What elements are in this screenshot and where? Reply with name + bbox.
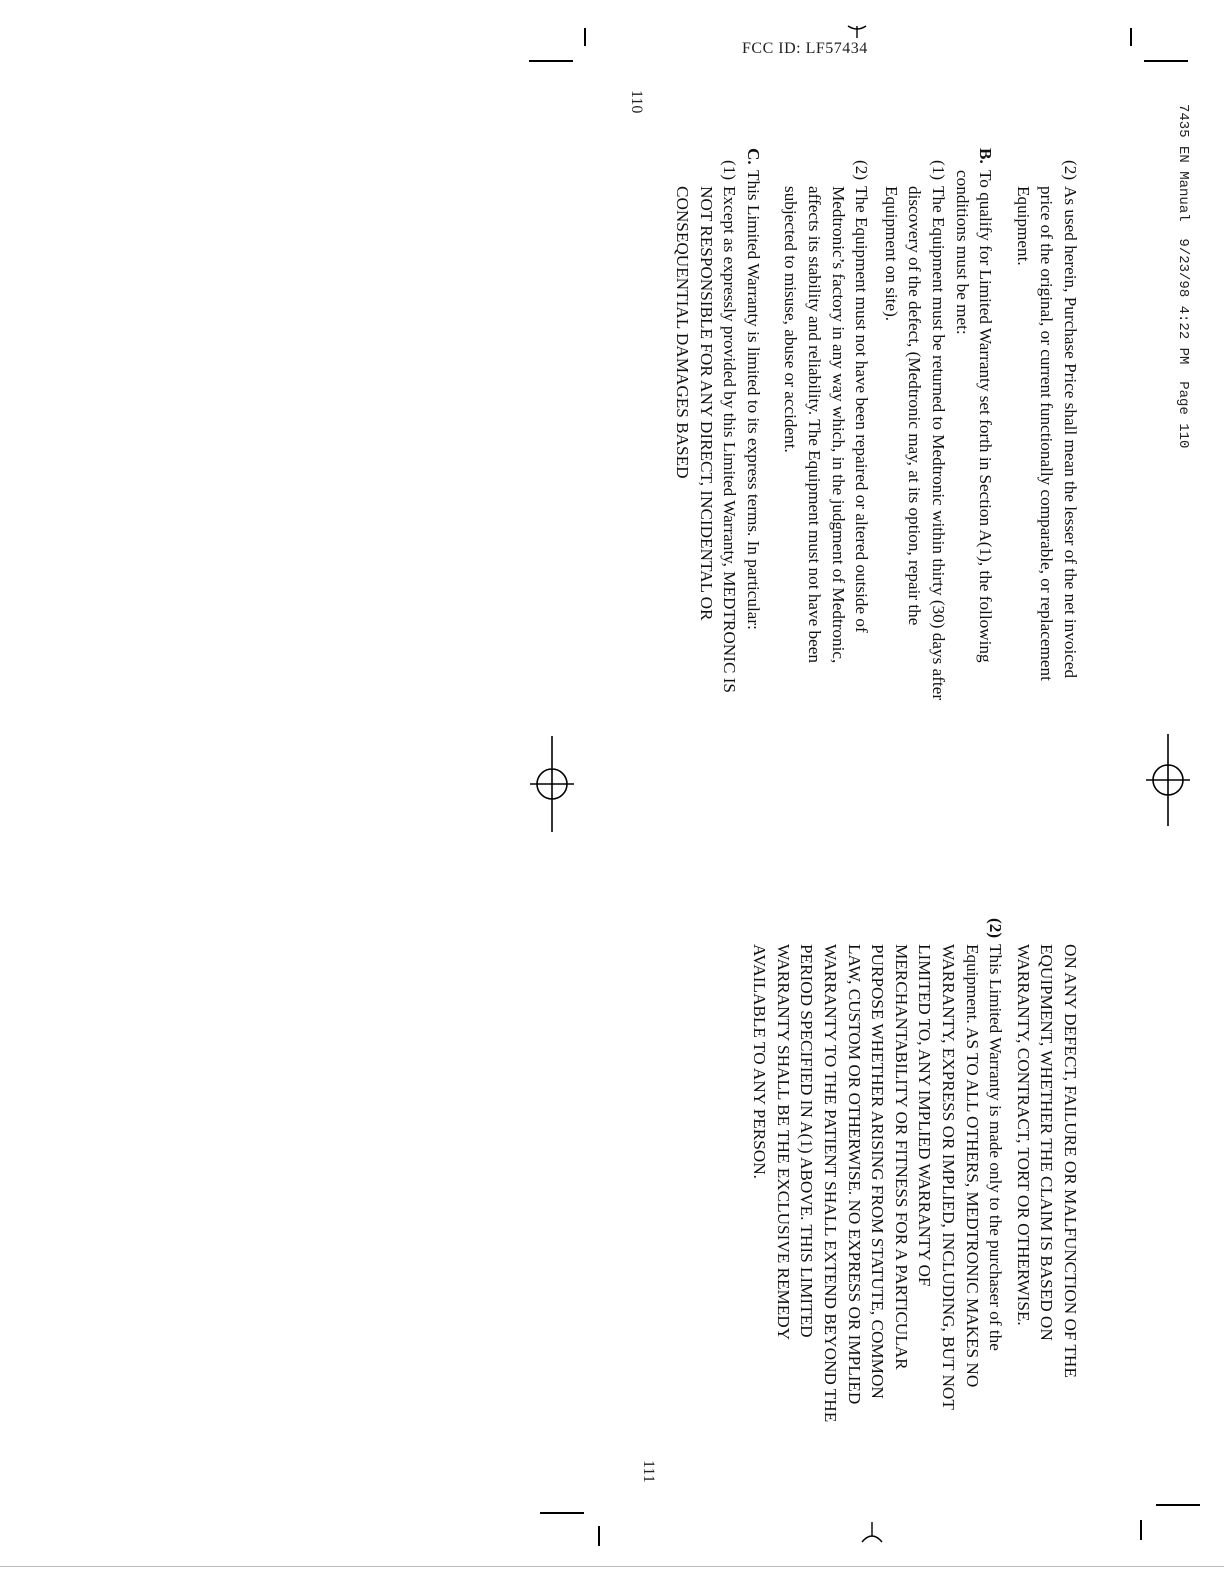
section-b-item-1 <box>879 160 950 704</box>
item-text: The Equipment must not have been repaired or altered outside of Medtronic’s factory in any way which, in the judgment of Medtronic, affects its stability and reliability. The Equipment must not have been subjected to misuse, abuse or accident. <box>781 186 872 664</box>
registration-mark-left <box>528 736 576 832</box>
section-c-item-1 <box>671 160 742 704</box>
crop-mark-top-right-h <box>1144 60 1188 62</box>
section-c-item-2 <box>748 918 1008 1434</box>
section-marker: B. <box>976 148 996 164</box>
item-marker: (2) <box>1061 160 1080 181</box>
center-mark-bottom <box>860 1522 884 1546</box>
crop-mark-top-right-v <box>1130 28 1132 46</box>
page-number-left: 110 <box>628 90 645 114</box>
fcc-id-label: FCC ID: LF57434 <box>742 40 868 57</box>
scan-edge-line <box>0 1566 1224 1567</box>
continuation-paragraph <box>1011 918 1082 1434</box>
section-c <box>741 148 765 704</box>
print-header-strip: 7435 EN Manual 9/23/98 4:22 PM Page 110 <box>1175 104 1191 449</box>
section-marker: C. <box>743 148 763 165</box>
crop-mark-bottom-left-v <box>598 1526 600 1546</box>
item-text: This Limited Warranty is made only to the purchaser of the Equipment. AS TO ALL OTHERS, MEDTRONIC MAKES NO WARRANTY, EXPRESS OR IMPLIED, INCLUDING, BUT NOT LIMITED TO, ANY IMPLIED WARRANTY OF MERCHANTABILITY OR FITNESS FOR A PARTICULAR PURPOSE WHETHER ARISING FROM STATUTE, COMMON LAW, CUSTOM OR OTHERWISE. NO EXPRESS OR IMPLIED WARRANTY TO THE PATIENT SHALL EXTEND BEYOND THE PERIOD SPECIFIED IN A(1) ABOVE. THIS LIMITED WARRANTY SHALL BE THE EXCLUSIVE REMEDY AVAILABLE TO ANY PERSON. <box>750 944 1006 1423</box>
item-text: As used herein, Purchase Price shall mean the lesser of the net invoiced price of the original, or current functionally comparable, or replacement Equipment. <box>1013 186 1080 681</box>
item-marker: (1) <box>720 160 740 181</box>
item-marker: (2) <box>852 160 872 181</box>
item-marker: (2) <box>986 918 1006 939</box>
registration-mark-right <box>1144 734 1192 826</box>
left-column <box>662 148 1082 704</box>
right-column <box>742 906 1082 1434</box>
center-mark-top <box>846 22 868 38</box>
item-text: The Equipment must be returned to Medtronic within thirty (30) days after discovery of the defect, (Medtronic may, at its option, repair the Equipment on site). <box>881 186 949 701</box>
crop-mark-bottom-left-h <box>540 1512 584 1514</box>
continuation-text: ON ANY DEFECT, FAILURE OR MALFUNCTION OF THE EQUIPMENT, WHETHER THE CLAIM IS BASED ON WARRANTY, CONTRACT, TORT OR OTHERWISE. <box>1013 944 1080 1378</box>
crop-mark-top-left-h <box>529 60 573 62</box>
section-b-item-2 <box>779 160 873 704</box>
crop-mark-bottom-right-v <box>1140 1520 1142 1540</box>
section-b <box>950 148 997 704</box>
crop-mark-top-left-v <box>584 28 586 46</box>
item-marker: (1) <box>929 160 949 181</box>
page-number-right: 111 <box>640 1460 657 1483</box>
crop-mark-bottom-right-h <box>1156 1504 1200 1506</box>
section-text: This Limited Warranty is limited to its express terms. In particular: <box>743 170 763 630</box>
section-text: To qualify for Limited Warranty set forth in Section A(1), the following conditions must be met: <box>952 170 996 663</box>
paragraph-a2 <box>1011 160 1082 704</box>
item-text: Except as expressly provided by this Limited Warranty, MEDTRONIC IS NOT RESPONSIBLE FOR ANY DIRECT, INCIDENTAL OR CONSEQUENTIAL DAMAGES BASED <box>673 186 740 693</box>
